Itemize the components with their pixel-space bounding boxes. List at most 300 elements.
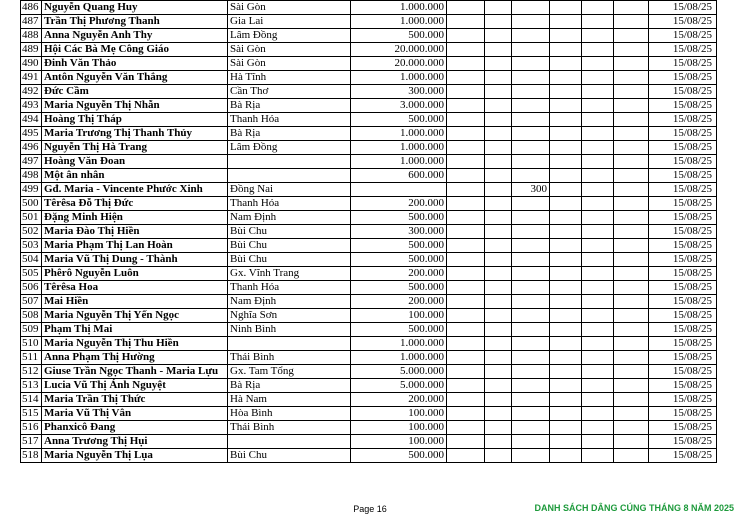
amount-usd-cell <box>512 267 550 281</box>
empty-cell <box>614 309 649 323</box>
empty-cell <box>614 1 649 15</box>
empty-cell <box>447 407 485 421</box>
table-row <box>21 169 717 183</box>
row-number-cell: 505 <box>21 267 42 281</box>
empty-cell <box>485 211 512 225</box>
date-cell: 15/08/25 <box>649 197 717 211</box>
amount-usd-cell <box>512 225 550 239</box>
amount-usd-cell <box>512 85 550 99</box>
empty-cell <box>550 43 582 57</box>
donor-name-cell: Maria Vũ Thị Dung - Thành <box>42 253 228 267</box>
donor-name-cell: Maria Phạm Thị Lan Hoàn <box>42 239 228 253</box>
empty-cell <box>485 239 512 253</box>
empty-cell <box>550 113 582 127</box>
empty-cell <box>485 127 512 141</box>
table-row <box>21 309 717 323</box>
amount-vnd-cell: 200.000 <box>351 295 447 309</box>
empty-cell <box>485 15 512 29</box>
donor-name-cell: Phêrô Nguyễn Luôn <box>42 267 228 281</box>
row-number-cell: 502 <box>21 225 42 239</box>
empty-cell <box>582 85 614 99</box>
empty-cell <box>550 365 582 379</box>
empty-cell <box>614 323 649 337</box>
empty-cell <box>485 379 512 393</box>
donation-sheet <box>20 0 717 463</box>
empty-cell <box>485 225 512 239</box>
empty-cell <box>614 393 649 407</box>
empty-cell <box>614 351 649 365</box>
empty-cell <box>582 309 614 323</box>
table-row <box>21 71 717 85</box>
table-row <box>21 239 717 253</box>
date-cell: 15/08/25 <box>649 281 717 295</box>
table-row <box>21 57 717 71</box>
row-number-cell: 486 <box>21 1 42 15</box>
empty-cell <box>447 71 485 85</box>
empty-cell <box>614 71 649 85</box>
empty-cell <box>614 281 649 295</box>
amount-vnd-cell: 1.000.000 <box>351 15 447 29</box>
place-cell: Nghĩa Sơn <box>228 309 351 323</box>
empty-cell <box>550 449 582 463</box>
amount-usd-cell <box>512 99 550 113</box>
empty-cell <box>550 393 582 407</box>
empty-cell <box>582 57 614 71</box>
row-number-cell: 487 <box>21 15 42 29</box>
date-cell: 15/08/25 <box>649 85 717 99</box>
empty-cell <box>550 169 582 183</box>
empty-cell <box>447 365 485 379</box>
empty-cell <box>550 183 582 197</box>
empty-cell <box>614 43 649 57</box>
empty-cell <box>447 29 485 43</box>
empty-cell <box>485 393 512 407</box>
date-cell: 15/08/25 <box>649 211 717 225</box>
date-cell: 15/08/25 <box>649 323 717 337</box>
empty-cell <box>614 15 649 29</box>
table-row <box>21 337 717 351</box>
donor-name-cell: Đặng Minh Hiện <box>42 211 228 225</box>
empty-cell <box>614 155 649 169</box>
empty-cell <box>582 379 614 393</box>
date-cell: 15/08/25 <box>649 99 717 113</box>
donor-name-cell: Nguyễn Quang Huy <box>42 1 228 15</box>
table-row <box>21 225 717 239</box>
empty-cell <box>550 323 582 337</box>
empty-cell <box>550 197 582 211</box>
place-cell: Gia Lai <box>228 15 351 29</box>
empty-cell <box>550 337 582 351</box>
empty-cell <box>485 29 512 43</box>
place-cell: Thanh Hóa <box>228 197 351 211</box>
amount-vnd-cell: 200.000 <box>351 393 447 407</box>
amount-usd-cell <box>512 393 550 407</box>
amount-usd-cell <box>512 43 550 57</box>
row-number-cell: 491 <box>21 71 42 85</box>
empty-cell <box>582 393 614 407</box>
amount-vnd-cell: 5.000.000 <box>351 379 447 393</box>
place-cell: Thanh Hóa <box>228 281 351 295</box>
date-cell: 15/08/25 <box>649 449 717 463</box>
date-cell: 15/08/25 <box>649 295 717 309</box>
amount-vnd-cell: 1.000.000 <box>351 1 447 15</box>
table-row <box>21 365 717 379</box>
empty-cell <box>614 407 649 421</box>
amount-usd-cell <box>512 253 550 267</box>
amount-vnd-cell: 500.000 <box>351 29 447 43</box>
amount-usd-cell <box>512 281 550 295</box>
empty-cell <box>582 407 614 421</box>
amount-vnd-cell: 500.000 <box>351 239 447 253</box>
empty-cell <box>447 421 485 435</box>
empty-cell <box>447 225 485 239</box>
amount-usd-cell <box>512 239 550 253</box>
donor-name-cell: Anna Nguyễn Anh Thy <box>42 29 228 43</box>
table-row <box>21 141 717 155</box>
empty-cell <box>582 351 614 365</box>
empty-cell <box>447 99 485 113</box>
date-cell: 15/08/25 <box>649 29 717 43</box>
place-cell: Thanh Hóa <box>228 113 351 127</box>
table-row <box>21 267 717 281</box>
amount-vnd-cell: 1.000.000 <box>351 71 447 85</box>
place-cell: Gx. Vĩnh Trang <box>228 267 351 281</box>
place-cell: Sài Gòn <box>228 57 351 71</box>
empty-cell <box>614 211 649 225</box>
empty-cell <box>447 169 485 183</box>
donor-name-cell: Phạm Thị Mai <box>42 323 228 337</box>
donor-name-cell: Một ân nhân <box>42 169 228 183</box>
empty-cell <box>485 85 512 99</box>
place-cell: Hà Nam <box>228 393 351 407</box>
amount-vnd-cell: 3.000.000 <box>351 99 447 113</box>
table-row <box>21 435 717 449</box>
amount-usd-cell <box>512 71 550 85</box>
donor-name-cell: Maria Nguyễn Thị Thu Hiền <box>42 337 228 351</box>
donor-name-cell: Maria Trần Thị Thức <box>42 393 228 407</box>
table-row <box>21 295 717 309</box>
amount-usd-cell <box>512 141 550 155</box>
amount-vnd-cell: 1.000.000 <box>351 155 447 169</box>
empty-cell <box>550 15 582 29</box>
empty-cell <box>447 351 485 365</box>
amount-usd-cell <box>512 323 550 337</box>
empty-cell <box>485 351 512 365</box>
amount-usd-cell <box>512 337 550 351</box>
empty-cell <box>447 379 485 393</box>
table-row <box>21 29 717 43</box>
place-cell: Bùi Chu <box>228 253 351 267</box>
empty-cell <box>582 183 614 197</box>
amount-usd-cell <box>512 113 550 127</box>
donor-name-cell: Mai Hiền <box>42 295 228 309</box>
empty-cell <box>447 127 485 141</box>
donor-name-cell: Đức Cầm <box>42 85 228 99</box>
empty-cell <box>582 211 614 225</box>
amount-vnd-cell: 300.000 <box>351 85 447 99</box>
row-number-cell: 506 <box>21 281 42 295</box>
amount-vnd-cell <box>351 183 447 197</box>
amount-usd-cell <box>512 57 550 71</box>
date-cell: 15/08/25 <box>649 43 717 57</box>
place-cell: Lâm Đồng <box>228 141 351 155</box>
empty-cell <box>447 43 485 57</box>
amount-vnd-cell: 500.000 <box>351 281 447 295</box>
empty-cell <box>614 113 649 127</box>
place-cell: Sài Gòn <box>228 43 351 57</box>
empty-cell <box>447 295 485 309</box>
table-row <box>21 1 717 15</box>
amount-vnd-cell: 20.000.000 <box>351 43 447 57</box>
date-cell: 15/08/25 <box>649 169 717 183</box>
donor-name-cell: Giuse Trần Ngọc Thanh - Maria Lựu <box>42 365 228 379</box>
row-number-cell: 495 <box>21 127 42 141</box>
donor-name-cell: Maria Nguyễn Thị Nhẫn <box>42 99 228 113</box>
donor-name-cell: Nguyễn Thị Hà Trang <box>42 141 228 155</box>
table-row <box>21 393 717 407</box>
empty-cell <box>550 421 582 435</box>
place-cell <box>228 169 351 183</box>
empty-cell <box>485 435 512 449</box>
empty-cell <box>614 267 649 281</box>
row-number-cell: 509 <box>21 323 42 337</box>
date-cell: 15/08/25 <box>649 183 717 197</box>
donor-name-cell: Hoàng Văn Đoan <box>42 155 228 169</box>
donor-name-cell: Đinh Văn Thảo <box>42 57 228 71</box>
empty-cell <box>447 281 485 295</box>
empty-cell <box>447 393 485 407</box>
empty-cell <box>614 57 649 71</box>
donor-name-cell: Anna Phạm Thị Hường <box>42 351 228 365</box>
empty-cell <box>447 183 485 197</box>
empty-cell <box>447 449 485 463</box>
document-title: DANH SÁCH DÂNG CÚNG THÁNG 8 NĂM 2025 <box>534 503 734 513</box>
empty-cell <box>485 281 512 295</box>
donation-table <box>20 0 717 463</box>
amount-vnd-cell: 100.000 <box>351 407 447 421</box>
empty-cell <box>582 43 614 57</box>
date-cell: 15/08/25 <box>649 421 717 435</box>
empty-cell <box>614 29 649 43</box>
amount-vnd-cell: 500.000 <box>351 113 447 127</box>
place-cell: Bùi Chu <box>228 239 351 253</box>
row-number-cell: 508 <box>21 309 42 323</box>
empty-cell <box>550 379 582 393</box>
empty-cell <box>485 323 512 337</box>
date-cell: 15/08/25 <box>649 253 717 267</box>
row-number-cell: 500 <box>21 197 42 211</box>
date-cell: 15/08/25 <box>649 393 717 407</box>
table-row <box>21 281 717 295</box>
empty-cell <box>485 365 512 379</box>
empty-cell <box>550 85 582 99</box>
amount-vnd-cell: 500.000 <box>351 253 447 267</box>
donor-name-cell: Maria Nguyễn Thị Lụa <box>42 449 228 463</box>
empty-cell <box>582 71 614 85</box>
table-row <box>21 99 717 113</box>
empty-cell <box>582 113 614 127</box>
row-number-cell: 503 <box>21 239 42 253</box>
empty-cell <box>614 197 649 211</box>
empty-cell <box>550 239 582 253</box>
amount-usd-cell <box>512 15 550 29</box>
empty-cell <box>614 421 649 435</box>
place-cell: Bà Rịa <box>228 99 351 113</box>
row-number-cell: 493 <box>21 99 42 113</box>
table-row <box>21 15 717 29</box>
date-cell: 15/08/25 <box>649 337 717 351</box>
donor-name-cell: Maria Đào Thị Hiền <box>42 225 228 239</box>
amount-usd-cell <box>512 421 550 435</box>
donor-name-cell: Maria Nguyễn Thị Yến Ngọc <box>42 309 228 323</box>
row-number-cell: 498 <box>21 169 42 183</box>
amount-vnd-cell: 500.000 <box>351 323 447 337</box>
amount-vnd-cell: 200.000 <box>351 267 447 281</box>
date-cell: 15/08/25 <box>649 127 717 141</box>
empty-cell <box>582 337 614 351</box>
empty-cell <box>614 365 649 379</box>
amount-vnd-cell: 300.000 <box>351 225 447 239</box>
row-number-cell: 499 <box>21 183 42 197</box>
row-number-cell: 516 <box>21 421 42 435</box>
table-row <box>21 379 717 393</box>
empty-cell <box>485 309 512 323</box>
amount-vnd-cell: 500.000 <box>351 211 447 225</box>
date-cell: 15/08/25 <box>649 57 717 71</box>
empty-cell <box>582 323 614 337</box>
amount-usd-cell <box>512 169 550 183</box>
empty-cell <box>485 197 512 211</box>
place-cell: Bùi Chu <box>228 225 351 239</box>
empty-cell <box>550 141 582 155</box>
amount-vnd-cell: 100.000 <box>351 435 447 449</box>
row-number-cell: 518 <box>21 449 42 463</box>
empty-cell <box>614 169 649 183</box>
empty-cell <box>485 57 512 71</box>
table-row <box>21 113 717 127</box>
empty-cell <box>614 99 649 113</box>
amount-vnd-cell: 1.000.000 <box>351 141 447 155</box>
empty-cell <box>485 421 512 435</box>
amount-usd-cell <box>512 127 550 141</box>
amount-vnd-cell: 500.000 <box>351 449 447 463</box>
amount-usd-cell <box>512 295 550 309</box>
table-row <box>21 351 717 365</box>
empty-cell <box>550 29 582 43</box>
empty-cell <box>550 1 582 15</box>
empty-cell <box>447 1 485 15</box>
empty-cell <box>582 127 614 141</box>
empty-cell <box>485 449 512 463</box>
empty-cell <box>447 435 485 449</box>
empty-cell <box>582 239 614 253</box>
empty-cell <box>582 365 614 379</box>
amount-vnd-cell: 200.000 <box>351 197 447 211</box>
empty-cell <box>614 449 649 463</box>
table-row <box>21 253 717 267</box>
place-cell <box>228 155 351 169</box>
place-cell: Ninh Bình <box>228 323 351 337</box>
empty-cell <box>550 57 582 71</box>
amount-vnd-cell: 600.000 <box>351 169 447 183</box>
empty-cell <box>485 183 512 197</box>
empty-cell <box>550 253 582 267</box>
empty-cell <box>485 267 512 281</box>
amount-usd-cell <box>512 29 550 43</box>
place-cell: Gx. Tam Tổng <box>228 365 351 379</box>
empty-cell <box>447 113 485 127</box>
empty-cell <box>485 71 512 85</box>
empty-cell <box>485 337 512 351</box>
donor-name-cell: Têrêsa Hoa <box>42 281 228 295</box>
empty-cell <box>582 281 614 295</box>
row-number-cell: 497 <box>21 155 42 169</box>
empty-cell <box>582 1 614 15</box>
row-number-cell: 496 <box>21 141 42 155</box>
donor-name-cell: Gđ. Maria - Vincente Phước Xinh <box>42 183 228 197</box>
empty-cell <box>582 449 614 463</box>
empty-cell <box>614 295 649 309</box>
empty-cell <box>582 155 614 169</box>
table-row <box>21 127 717 141</box>
row-number-cell: 511 <box>21 351 42 365</box>
amount-vnd-cell: 1.000.000 <box>351 127 447 141</box>
empty-cell <box>550 407 582 421</box>
amount-usd-cell <box>512 365 550 379</box>
empty-cell <box>485 253 512 267</box>
amount-usd-cell <box>512 449 550 463</box>
empty-cell <box>614 239 649 253</box>
empty-cell <box>447 57 485 71</box>
table-row <box>21 421 717 435</box>
row-number-cell: 514 <box>21 393 42 407</box>
empty-cell <box>485 407 512 421</box>
empty-cell <box>447 309 485 323</box>
date-cell: 15/08/25 <box>649 155 717 169</box>
page-number: Page 16 <box>353 504 387 514</box>
date-cell: 15/08/25 <box>649 309 717 323</box>
empty-cell <box>485 113 512 127</box>
empty-cell <box>447 141 485 155</box>
empty-cell <box>614 183 649 197</box>
donor-name-cell: Hội Các Bà Mẹ Công Giáo <box>42 43 228 57</box>
place-cell: Thái Bình <box>228 351 351 365</box>
row-number-cell: 490 <box>21 57 42 71</box>
row-number-cell: 510 <box>21 337 42 351</box>
table-row <box>21 323 717 337</box>
table-row <box>21 211 717 225</box>
row-number-cell: 492 <box>21 85 42 99</box>
empty-cell <box>550 295 582 309</box>
table-row <box>21 407 717 421</box>
amount-vnd-cell: 5.000.000 <box>351 365 447 379</box>
empty-cell <box>485 99 512 113</box>
donor-name-cell: Phanxicô Đang <box>42 421 228 435</box>
empty-cell <box>550 309 582 323</box>
place-cell: Nam Định <box>228 211 351 225</box>
amount-usd-cell <box>512 351 550 365</box>
table-body <box>21 1 717 463</box>
empty-cell <box>485 43 512 57</box>
empty-cell <box>550 225 582 239</box>
empty-cell <box>550 211 582 225</box>
empty-cell <box>614 127 649 141</box>
date-cell: 15/08/25 <box>649 71 717 85</box>
amount-vnd-cell: 1.000.000 <box>351 351 447 365</box>
table-row <box>21 197 717 211</box>
empty-cell <box>447 15 485 29</box>
row-number-cell: 517 <box>21 435 42 449</box>
